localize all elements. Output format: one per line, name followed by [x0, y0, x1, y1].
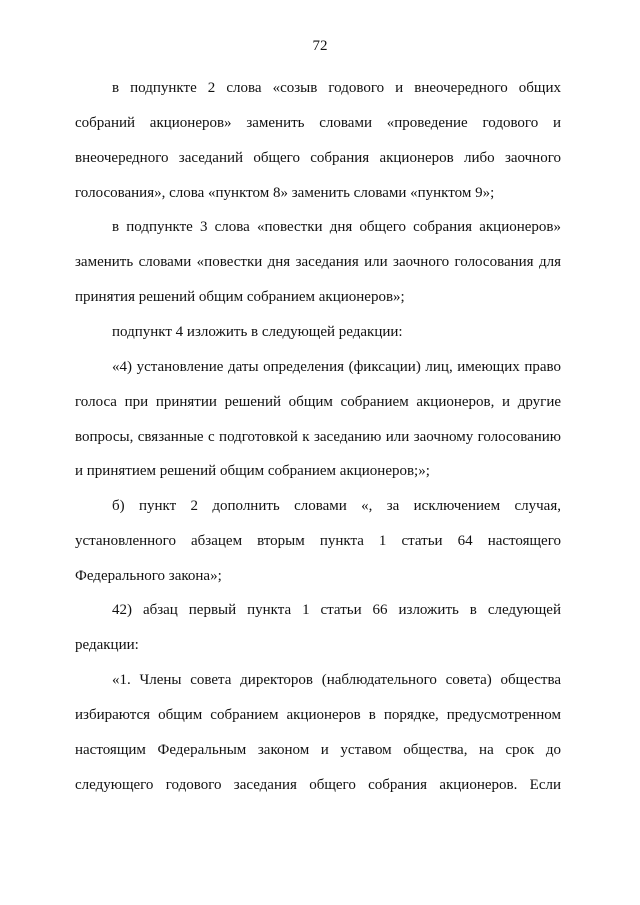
- text-line: принятия решений общим собранием акционеров»;: [75, 289, 405, 305]
- text-line: голосования», слова «пунктом 8» заменить словами «пунктом 9»;: [75, 185, 495, 201]
- text-line: «4) установление даты определения (фиксации) лиц, имеющих право: [112, 359, 561, 375]
- text-line: редакции:: [75, 637, 139, 653]
- text-line: в подпункте 2 слова «созыв годового и внеочередного общих: [112, 80, 561, 96]
- text-line: вопросы, связанные с подготовкой к заседанию или заочному голосованию: [75, 429, 561, 445]
- text-line: 42) абзац первый пункта 1 статьи 66 изложить в следующей: [112, 602, 561, 618]
- text-line: установленного абзацем вторым пункта 1 статьи 64 настоящего: [75, 533, 561, 549]
- text-line: Федерального закона»;: [75, 568, 222, 584]
- text-line: б) пункт 2 дополнить словами «, за исключением случая,: [112, 498, 561, 514]
- text-line: собраний акционеров» заменить словами «проведение годового и: [75, 115, 561, 131]
- text-line: настоящим Федеральным законом и уставом общества, на срок до: [75, 742, 561, 758]
- text-line: в подпункте 3 слова «повестки дня общего собрания акционеров»: [112, 219, 561, 235]
- text-line: голоса при принятии решений общим собранием акционеров, и другие: [75, 394, 561, 410]
- page-number: 72: [312, 38, 328, 54]
- text-line: избираются общим собранием акционеров в порядке, предусмотренном: [75, 707, 561, 723]
- text-line: и принятием решений общим собранием акционеров;»;: [75, 463, 430, 479]
- text-line: подпункт 4 изложить в следующей редакции:: [112, 324, 403, 340]
- text-line: «1. Члены совета директоров (наблюдательного совета) общества: [112, 672, 561, 688]
- text-line: внеочередного заседаний общего собрания акционеров либо заочного: [75, 150, 561, 166]
- text-line: заменить словами «повестки дня заседания или заочного голосования для: [75, 254, 561, 270]
- text-line: следующего годового заседания общего собрания акционеров. Если: [75, 777, 561, 793]
